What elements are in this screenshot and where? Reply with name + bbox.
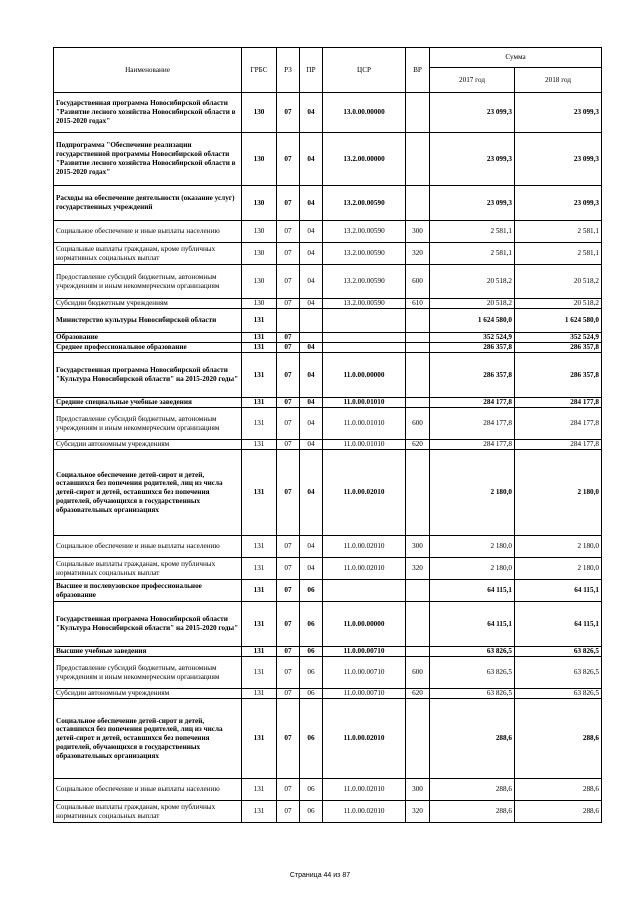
row-name: Предоставление субсидий бюджетным, автономным учреждениям и иным некоммерческим организациям [54,408,242,440]
row-pr: 06 [300,580,323,602]
row-pr: 04 [300,408,323,440]
row-rz: 07 [277,602,300,647]
row-vr [406,343,430,353]
row-rz: 07 [277,408,300,440]
row-pr: 04 [300,450,323,536]
row-amount-2018: 2 180,0 [515,536,602,558]
row-name: Социальные выплаты гражданам, кроме публичных нормативных социальных выплат [54,801,242,823]
row-name: Подпрограмма "Обеспечение реализации государственной программы Новосибирской области "Развитие лесного хозяйства Новосибирской области в 2015-2020 годах" [54,133,242,186]
row-vr [406,333,430,343]
row-csr: 13.2.00.00590 [323,243,406,265]
row-csr: 13.2.00.00590 [323,299,406,309]
row-name: Социальное обеспечение и иные выплаты населению [54,221,242,243]
row-rz: 07 [277,558,300,580]
row-name: Субсидии автономным учреждениям [54,440,242,450]
row-vr: 600 [406,657,430,689]
row-name: Государственная программа Новосибирской области "Культура Новосибирской области" на 2015-2020 годы" [54,353,242,398]
header-year-2017: 2017 год [430,68,515,93]
row-rz: 07 [277,580,300,602]
row-rz: 07 [277,647,300,657]
row-amount-2017: 23 099,3 [430,133,515,186]
row-csr: 11.0.00.01010 [323,440,406,450]
row-amount-2017: 352 524,9 [430,333,515,343]
row-vr [406,186,430,221]
row-csr: 11.0.00.00000 [323,353,406,398]
row-grbs: 131 [242,309,277,333]
row-amount-2017: 288,6 [430,779,515,801]
row-grbs: 131 [242,602,277,647]
row-amount-2018: 2 180,0 [515,558,602,580]
row-amount-2018: 20 518,2 [515,265,602,299]
row-grbs: 131 [242,580,277,602]
row-vr [406,647,430,657]
row-amount-2017: 2 180,0 [430,536,515,558]
row-rz: 07 [277,657,300,689]
row-amount-2018: 63 826,5 [515,647,602,657]
row-pr: 06 [300,689,323,699]
row-rz: 07 [277,398,300,408]
budget-table [53,47,602,823]
row-amount-2018: 1 624 580,0 [515,309,602,333]
row-grbs: 131 [242,353,277,398]
header-grbs: ГРБС [242,48,277,93]
row-name: Высшие учебные заведения [54,647,242,657]
row-amount-2018: 288,6 [515,699,602,779]
row-csr: 11.0.00.00710 [323,647,406,657]
row-grbs: 131 [242,647,277,657]
row-csr: 13.2.00.00590 [323,221,406,243]
table-header [54,48,602,93]
row-amount-2017: 286 357,8 [430,353,515,398]
row-rz: 07 [277,243,300,265]
row-rz: 07 [277,265,300,299]
row-name: Средние специальные учебные заведения [54,398,242,408]
row-pr: 04 [300,265,323,299]
row-amount-2017: 2 581,1 [430,221,515,243]
row-grbs: 131 [242,558,277,580]
row-amount-2017: 284 177,8 [430,408,515,440]
row-rz: 07 [277,333,300,343]
row-pr [300,309,323,333]
row-rz: 07 [277,133,300,186]
row-grbs: 131 [242,657,277,689]
row-amount-2018: 23 099,3 [515,186,602,221]
header-rz: РЗ [277,48,300,93]
row-vr [406,93,430,133]
table-row [54,186,602,221]
table-row [54,558,602,580]
row-pr: 04 [300,398,323,408]
row-grbs: 130 [242,186,277,221]
row-grbs: 131 [242,333,277,343]
row-rz: 07 [277,450,300,536]
table-row [54,309,602,333]
row-grbs: 131 [242,689,277,699]
row-grbs: 131 [242,801,277,823]
row-rz: 07 [277,801,300,823]
row-pr: 06 [300,801,323,823]
row-amount-2018: 63 826,5 [515,657,602,689]
row-csr: 11.0.00.02010 [323,450,406,536]
row-name: Расходы на обеспечение деятельности (оказание услуг) государственных учреждений [54,186,242,221]
table-row [54,647,602,657]
table-row [54,580,602,602]
row-name: Государственная программа Новосибирской области "Культура Новосибирской области" на 2015-2020 годы" [54,602,242,647]
row-amount-2018: 20 518,2 [515,299,602,309]
row-pr: 06 [300,779,323,801]
table-row [54,299,602,309]
row-pr: 06 [300,602,323,647]
row-name: Образование [54,333,242,343]
row-amount-2017: 63 826,5 [430,689,515,699]
row-vr: 300 [406,779,430,801]
row-amount-2017: 64 115,1 [430,580,515,602]
row-name: Среднее профессиональное образование [54,343,242,353]
row-amount-2017: 23 099,3 [430,186,515,221]
row-csr [323,309,406,333]
table-row [54,801,602,823]
row-grbs: 131 [242,450,277,536]
row-amount-2018: 23 099,3 [515,133,602,186]
row-csr: 11.0.00.01010 [323,398,406,408]
row-rz: 07 [277,343,300,353]
row-vr [406,699,430,779]
row-name: Социальное обеспечение детей-сирот и детей, оставшихся без попечения родителей, лиц из числа детей-сирот и детей, оставшихся без попечения родителей, обучающихся в государственных образовательных организациях [54,450,242,536]
row-csr: 11.0.00.02010 [323,699,406,779]
row-name: Высшее и послевузовское профессиональное образование [54,580,242,602]
table-body [54,93,602,823]
row-vr [406,602,430,647]
row-vr: 320 [406,558,430,580]
row-rz: 07 [277,440,300,450]
table-row [54,699,602,779]
row-csr: 13.2.00.00590 [323,186,406,221]
row-csr: 11.0.00.00710 [323,689,406,699]
header-csr: ЦСР [323,48,406,93]
row-rz [277,309,300,333]
row-pr: 06 [300,657,323,689]
row-amount-2018: 64 115,1 [515,580,602,602]
row-csr: 11.0.00.00000 [323,602,406,647]
row-amount-2017: 20 518,2 [430,299,515,309]
table-row [54,221,602,243]
row-pr: 04 [300,343,323,353]
row-grbs: 130 [242,243,277,265]
row-name: Социальное обеспечение детей-сирот и детей, оставшихся без попечения родителей, лиц из числа детей-сирот и детей, оставшихся без попечения родителей, обучающихся в государственных образовательных организациях [54,699,242,779]
row-vr: 320 [406,243,430,265]
page-number: Страница 44 из 87 [289,872,351,879]
row-pr: 04 [300,243,323,265]
table-row [54,602,602,647]
table-row [54,408,602,440]
row-csr: 11.0.00.02010 [323,558,406,580]
row-vr: 320 [406,801,430,823]
row-csr: 11.0.00.01010 [323,408,406,440]
row-pr: 06 [300,699,323,779]
row-amount-2017: 20 518,2 [430,265,515,299]
row-amount-2017: 23 099,3 [430,93,515,133]
table-row [54,779,602,801]
row-amount-2018: 284 177,8 [515,440,602,450]
row-amount-2017: 288,6 [430,699,515,779]
row-rz: 07 [277,689,300,699]
header-name: Наименование [54,48,242,93]
row-amount-2017: 2 180,0 [430,558,515,580]
row-pr: 04 [300,353,323,398]
row-name: Социальные выплаты гражданам, кроме публичных нормативных социальных выплат [54,558,242,580]
row-vr [406,133,430,186]
table-row [54,333,602,343]
row-amount-2018: 288,6 [515,779,602,801]
row-vr: 600 [406,408,430,440]
row-pr: 04 [300,440,323,450]
row-grbs: 130 [242,133,277,186]
row-csr [323,580,406,602]
row-grbs: 131 [242,398,277,408]
row-rz: 07 [277,353,300,398]
row-grbs: 131 [242,440,277,450]
row-pr: 06 [300,647,323,657]
row-rz: 07 [277,93,300,133]
row-amount-2017: 2 180,0 [430,450,515,536]
row-csr: 13.0.00.00000 [323,93,406,133]
row-amount-2018: 288,6 [515,801,602,823]
table-row [54,689,602,699]
table-row [54,450,602,536]
table-row [54,93,602,133]
row-amount-2018: 286 357,8 [515,353,602,398]
table-row [54,243,602,265]
row-amount-2018: 23 099,3 [515,93,602,133]
row-amount-2018: 284 177,8 [515,408,602,440]
row-vr [406,450,430,536]
row-grbs: 131 [242,779,277,801]
row-name: Социальные выплаты гражданам, кроме публичных нормативных социальных выплат [54,243,242,265]
table-row [54,440,602,450]
row-rz: 07 [277,186,300,221]
row-grbs: 130 [242,265,277,299]
table-row [54,343,602,353]
row-csr: 11.0.00.00710 [323,657,406,689]
row-vr [406,309,430,333]
row-amount-2018: 2 581,1 [515,243,602,265]
row-vr [406,398,430,408]
row-grbs: 130 [242,299,277,309]
row-name: Субсидии бюджетным учреждениям [54,299,242,309]
row-name: Социальное обеспечение и иные выплаты населению [54,536,242,558]
row-amount-2018: 64 115,1 [515,602,602,647]
row-rz: 07 [277,221,300,243]
row-amount-2018: 2 581,1 [515,221,602,243]
row-amount-2017: 284 177,8 [430,398,515,408]
row-amount-2017: 2 581,1 [430,243,515,265]
row-pr: 04 [300,558,323,580]
header-pr: ПР [300,48,323,93]
row-vr [406,580,430,602]
row-pr: 04 [300,93,323,133]
table-row [54,353,602,398]
row-amount-2017: 63 826,5 [430,647,515,657]
row-grbs: 131 [242,343,277,353]
row-csr: 13.2.00.00590 [323,265,406,299]
row-csr: 13.2.00.00000 [323,133,406,186]
row-rz: 07 [277,536,300,558]
table-row [54,398,602,408]
table-row [54,536,602,558]
row-vr: 300 [406,221,430,243]
row-pr: 04 [300,221,323,243]
table-row [54,265,602,299]
row-amount-2017: 286 357,8 [430,343,515,353]
row-csr [323,333,406,343]
row-vr: 600 [406,265,430,299]
row-pr: 04 [300,536,323,558]
row-amount-2017: 63 826,5 [430,657,515,689]
row-name: Предоставление субсидий бюджетным, автономным учреждениям и иным некоммерческим организациям [54,657,242,689]
row-amount-2017: 1 624 580,0 [430,309,515,333]
header-vr: ВР [406,48,430,93]
row-csr: 11.0.00.02010 [323,801,406,823]
row-vr: 620 [406,689,430,699]
row-grbs: 131 [242,536,277,558]
row-amount-2018: 284 177,8 [515,398,602,408]
row-csr: 11.0.00.02010 [323,536,406,558]
table-row [54,657,602,689]
row-amount-2018: 63 826,5 [515,689,602,699]
row-amount-2018: 286 357,8 [515,343,602,353]
row-name: Государственная программа Новосибирской области "Развитие лесного хозяйства Новосибирской области в 2015-2020 годах" [54,93,242,133]
row-vr: 620 [406,440,430,450]
row-pr: 04 [300,133,323,186]
row-grbs: 131 [242,699,277,779]
row-grbs: 131 [242,408,277,440]
row-amount-2017: 64 115,1 [430,602,515,647]
row-amount-2018: 352 524,9 [515,333,602,343]
row-vr: 300 [406,536,430,558]
row-name: Предоставление субсидий бюджетным, автономным учреждениям и иным некоммерческим организациям [54,265,242,299]
row-grbs: 130 [242,93,277,133]
row-pr [300,333,323,343]
row-csr [323,343,406,353]
row-vr: 610 [406,299,430,309]
row-grbs: 130 [242,221,277,243]
row-amount-2017: 288,6 [430,801,515,823]
row-csr: 11.0.00.02010 [323,779,406,801]
row-amount-2017: 284 177,8 [430,440,515,450]
row-vr [406,353,430,398]
row-pr: 04 [300,186,323,221]
row-amount-2018: 2 180,0 [515,450,602,536]
header-sum: Сумма [430,48,602,68]
row-rz: 07 [277,699,300,779]
row-name: Субсидии автономным учреждениям [54,689,242,699]
table-row [54,133,602,186]
row-name: Министерство культуры Новосибирской области [54,309,242,333]
row-name: Социальное обеспечение и иные выплаты населению [54,779,242,801]
row-rz: 07 [277,779,300,801]
row-rz: 07 [277,299,300,309]
header-year-2018: 2018 год [515,68,602,93]
row-pr: 04 [300,299,323,309]
